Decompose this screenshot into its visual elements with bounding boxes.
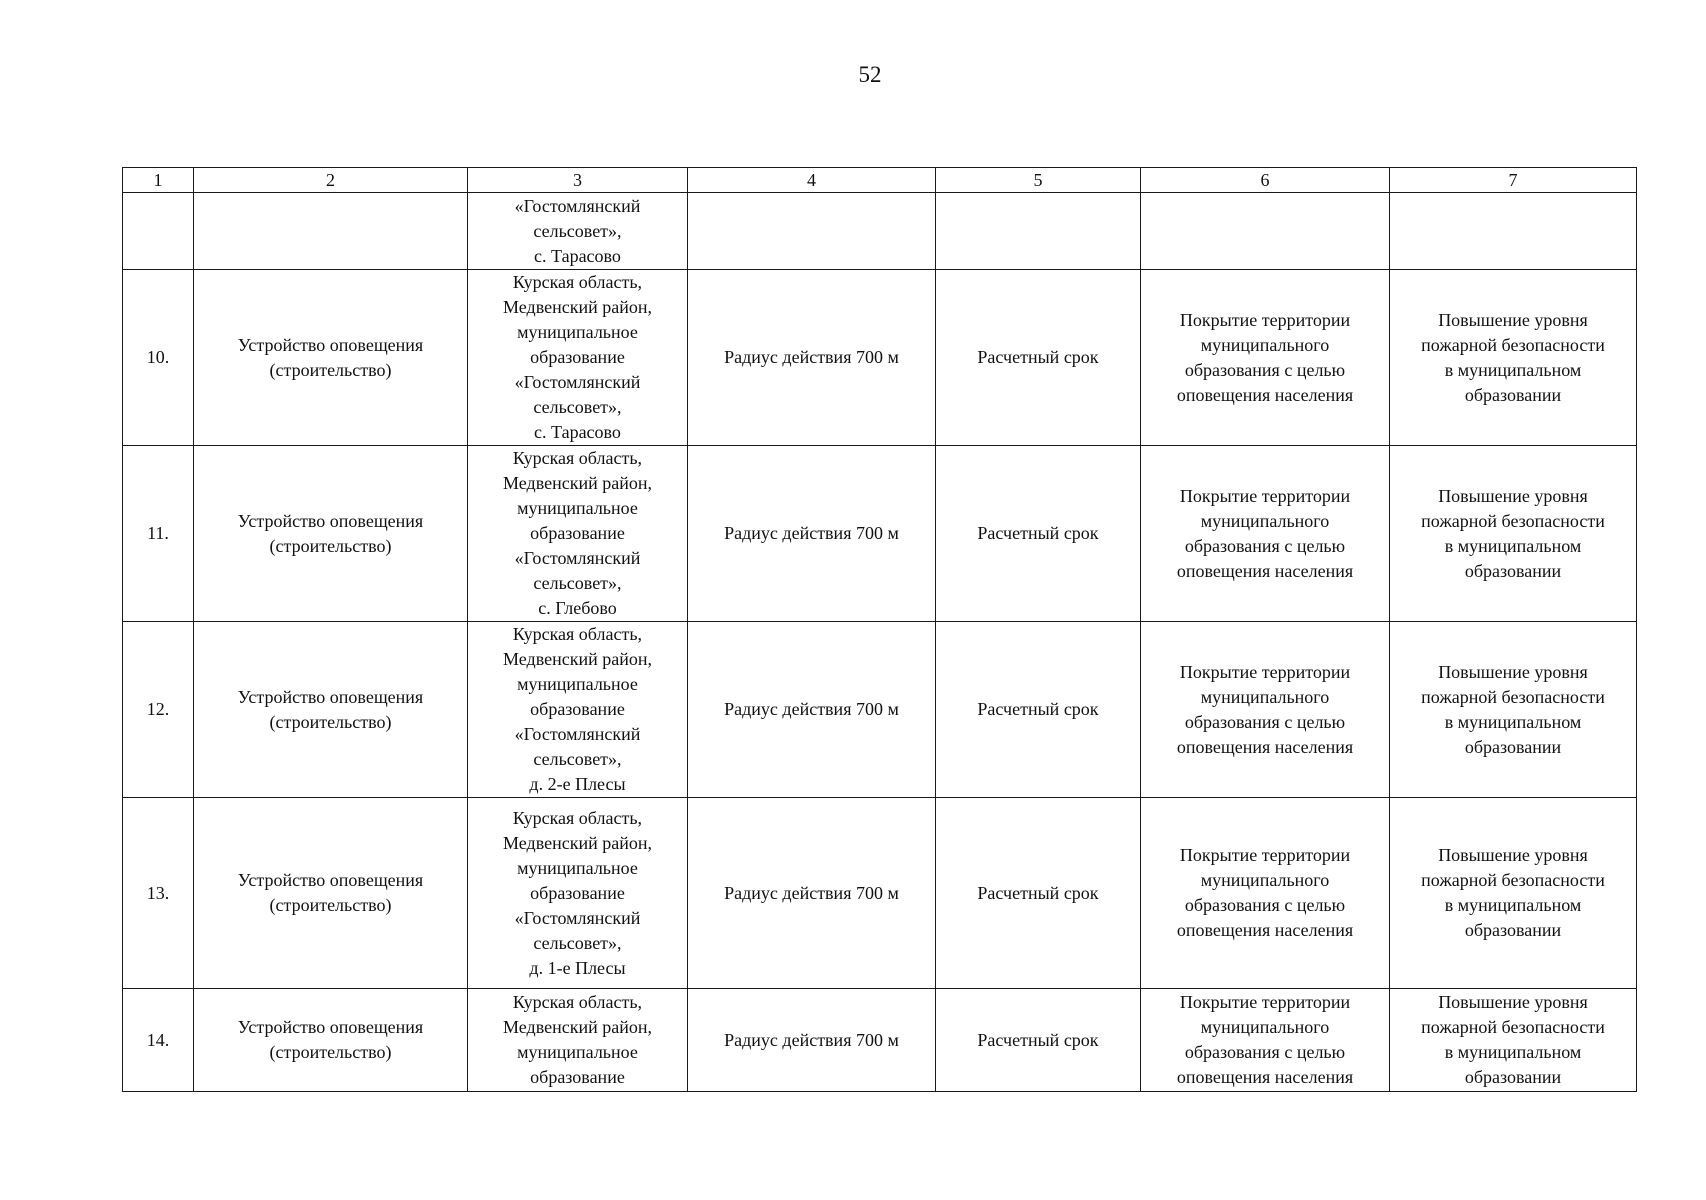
cell-line: Курская область, xyxy=(512,992,643,1012)
cell-purpose xyxy=(1141,989,1390,1092)
cell-line: сельсовет», xyxy=(533,573,622,593)
cell-location xyxy=(468,446,688,622)
column-header: 5 xyxy=(936,168,1141,193)
cell-line: образование xyxy=(530,347,625,367)
cell-line: муниципальное xyxy=(517,322,638,342)
cell-line: Курская область, xyxy=(512,272,643,292)
cell-line: оповещения населения xyxy=(1176,560,1354,581)
table-body xyxy=(123,193,1637,1092)
cell-result xyxy=(1390,989,1637,1092)
cell-line: пожарной безопасности xyxy=(1421,1017,1605,1037)
cell-line: (строительство) xyxy=(269,535,392,556)
cell-line: Медвенский район, xyxy=(503,649,652,669)
cell-line: «Гостомлянский xyxy=(514,724,641,744)
cell-result xyxy=(1390,622,1637,798)
cell-line: муниципального xyxy=(1200,1017,1330,1037)
cell-line: в муниципальном xyxy=(1444,359,1582,380)
cell-line: оповещения населения xyxy=(1176,736,1354,757)
cell-line: в муниципальном xyxy=(1444,1042,1582,1062)
cell-line: «Гостомлянский xyxy=(514,548,641,568)
cell-characteristics: Радиус действия 700 м xyxy=(688,798,936,989)
cell-num: 11. xyxy=(123,446,194,622)
table-row xyxy=(123,446,1637,622)
cell-line: «Гостомлянский xyxy=(514,907,641,928)
page-number: 52 xyxy=(858,62,882,87)
cell-line: Повышение уровня xyxy=(1438,992,1588,1012)
cell-line: Курская область, xyxy=(512,807,643,828)
table-row xyxy=(123,989,1637,1092)
cell-purpose xyxy=(1141,798,1390,989)
cell-line: Устройство оповещения xyxy=(237,870,424,890)
cell-line: образования с целью xyxy=(1184,895,1346,915)
cell-line: Медвенский район, xyxy=(503,1017,652,1037)
cell-location xyxy=(468,193,688,270)
cell-num xyxy=(123,193,194,270)
cell-line: образовании xyxy=(1464,384,1562,405)
cell-result xyxy=(1390,270,1637,446)
cell-line: Повышение уровня xyxy=(1438,309,1588,330)
cell-line: сельсовет», xyxy=(533,749,622,769)
cell-term: Расчетный срок xyxy=(936,270,1141,446)
cell-line: Покрытие территории xyxy=(1179,845,1351,865)
cell-line: образование xyxy=(530,699,625,719)
cell-line: (строительство) xyxy=(269,359,392,380)
cell-line: Медвенский район, xyxy=(503,297,652,317)
cell-line: Покрытие территории xyxy=(1179,309,1351,330)
column-header: 4 xyxy=(688,168,936,193)
cell-characteristics: Радиус действия 700 м xyxy=(688,989,936,1092)
column-header: 2 xyxy=(194,168,468,193)
cell-line: образования с целью xyxy=(1184,1042,1346,1062)
cell-line: Медвенский район, xyxy=(503,832,652,853)
cell-term xyxy=(936,193,1141,270)
cell-location xyxy=(468,798,688,989)
cell-line: муниципальное xyxy=(517,857,638,878)
column-header: 3 xyxy=(468,168,688,193)
cell-name xyxy=(194,446,468,622)
cell-name xyxy=(194,193,468,270)
cell-characteristics: Радиус действия 700 м xyxy=(688,446,936,622)
cell-line: образовании xyxy=(1464,736,1562,757)
cell-line: в муниципальном xyxy=(1444,535,1582,556)
table-row xyxy=(123,270,1637,446)
cell-line: «Гостомлянский xyxy=(514,372,641,392)
table-row xyxy=(123,798,1637,989)
cell-line: образование xyxy=(530,1067,625,1087)
cell-purpose xyxy=(1141,193,1390,270)
cell-line: оповещения населения xyxy=(1176,384,1354,405)
cell-line: (строительство) xyxy=(269,711,392,732)
measures-table xyxy=(122,167,1637,1092)
cell-line: пожарной безопасности xyxy=(1421,334,1605,355)
cell-line: образовании xyxy=(1464,920,1562,940)
cell-line: пожарной безопасности xyxy=(1421,510,1605,531)
cell-num: 14. xyxy=(123,989,194,1092)
cell-line: в муниципальном xyxy=(1444,711,1582,732)
cell-purpose xyxy=(1141,270,1390,446)
cell-line: Покрытие территории xyxy=(1179,485,1351,506)
cell-line: образования с целью xyxy=(1184,535,1346,556)
cell-term: Расчетный срок xyxy=(936,622,1141,798)
cell-name xyxy=(194,989,468,1092)
cell-line: с. Глебово xyxy=(538,598,617,618)
cell-line: муниципальное xyxy=(517,498,638,518)
cell-line: образования с целью xyxy=(1184,711,1346,732)
cell-line: муниципальное xyxy=(517,674,638,694)
cell-location xyxy=(468,622,688,798)
cell-line: Устройство оповещения xyxy=(237,334,424,355)
cell-location xyxy=(468,270,688,446)
cell-line: с. Тарасово xyxy=(534,422,621,442)
cell-purpose xyxy=(1141,446,1390,622)
cell-line: образование xyxy=(530,882,625,903)
cell-name xyxy=(194,798,468,989)
column-header: 6 xyxy=(1141,168,1390,193)
cell-line: образовании xyxy=(1464,560,1562,581)
cell-line: пожарной безопасности xyxy=(1421,870,1605,890)
cell-term: Расчетный срок xyxy=(936,989,1141,1092)
cell-line: в муниципальном xyxy=(1444,895,1582,915)
cell-line: «Гостомлянский xyxy=(514,195,641,216)
cell-result xyxy=(1390,193,1637,270)
cell-line: (строительство) xyxy=(269,1042,392,1062)
cell-line: образование xyxy=(530,523,625,543)
cell-characteristics xyxy=(688,193,936,270)
cell-line: д. 2-е Плесы xyxy=(529,774,626,794)
cell-line: муниципального xyxy=(1200,686,1330,707)
cell-line: Устройство оповещения xyxy=(237,1017,424,1037)
cell-line: образования с целью xyxy=(1184,359,1346,380)
cell-line: Покрытие территории xyxy=(1179,992,1351,1012)
column-header: 7 xyxy=(1390,168,1637,193)
cell-line: Устройство оповещения xyxy=(237,686,424,707)
cell-purpose xyxy=(1141,622,1390,798)
cell-line: сельсовет», xyxy=(533,932,622,953)
cell-name xyxy=(194,622,468,798)
cell-line: д. 1-е Плесы xyxy=(529,957,626,978)
cell-line: Покрытие территории xyxy=(1179,661,1351,682)
cell-line: образовании xyxy=(1464,1067,1562,1087)
cell-num: 10. xyxy=(123,270,194,446)
table-row-continuation xyxy=(123,193,1637,270)
cell-name xyxy=(194,270,468,446)
cell-line: муниципального xyxy=(1200,510,1330,531)
column-header: 1 xyxy=(123,168,194,193)
cell-term: Расчетный срок xyxy=(936,798,1141,989)
cell-term: Расчетный срок xyxy=(936,446,1141,622)
cell-characteristics: Радиус действия 700 м xyxy=(688,270,936,446)
cell-line: с. Тарасово xyxy=(534,245,621,266)
cell-line: Устройство оповещения xyxy=(237,510,424,531)
cell-line: Медвенский район, xyxy=(503,473,652,493)
cell-line: Курская область, xyxy=(512,624,643,644)
cell-line: муниципальное xyxy=(517,1042,638,1062)
cell-line: муниципального xyxy=(1200,334,1330,355)
cell-line: Курская область, xyxy=(512,448,643,468)
cell-line: пожарной безопасности xyxy=(1421,686,1605,707)
cell-line: Повышение уровня xyxy=(1438,661,1588,682)
cell-location xyxy=(468,989,688,1092)
cell-line: сельсовет», xyxy=(533,220,622,241)
cell-line: Повышение уровня xyxy=(1438,845,1588,865)
cell-characteristics: Радиус действия 700 м xyxy=(688,622,936,798)
cell-line: муниципального xyxy=(1200,870,1330,890)
cell-line: оповещения населения xyxy=(1176,920,1354,940)
cell-result xyxy=(1390,798,1637,989)
cell-line: сельсовет», xyxy=(533,397,622,417)
cell-num: 12. xyxy=(123,622,194,798)
table-row xyxy=(123,622,1637,798)
cell-result xyxy=(1390,446,1637,622)
cell-line: Повышение уровня xyxy=(1438,485,1588,506)
header-row xyxy=(123,168,1637,193)
cell-line: оповещения населения xyxy=(1176,1067,1354,1087)
cell-num: 13. xyxy=(123,798,194,989)
cell-line: (строительство) xyxy=(269,895,392,915)
